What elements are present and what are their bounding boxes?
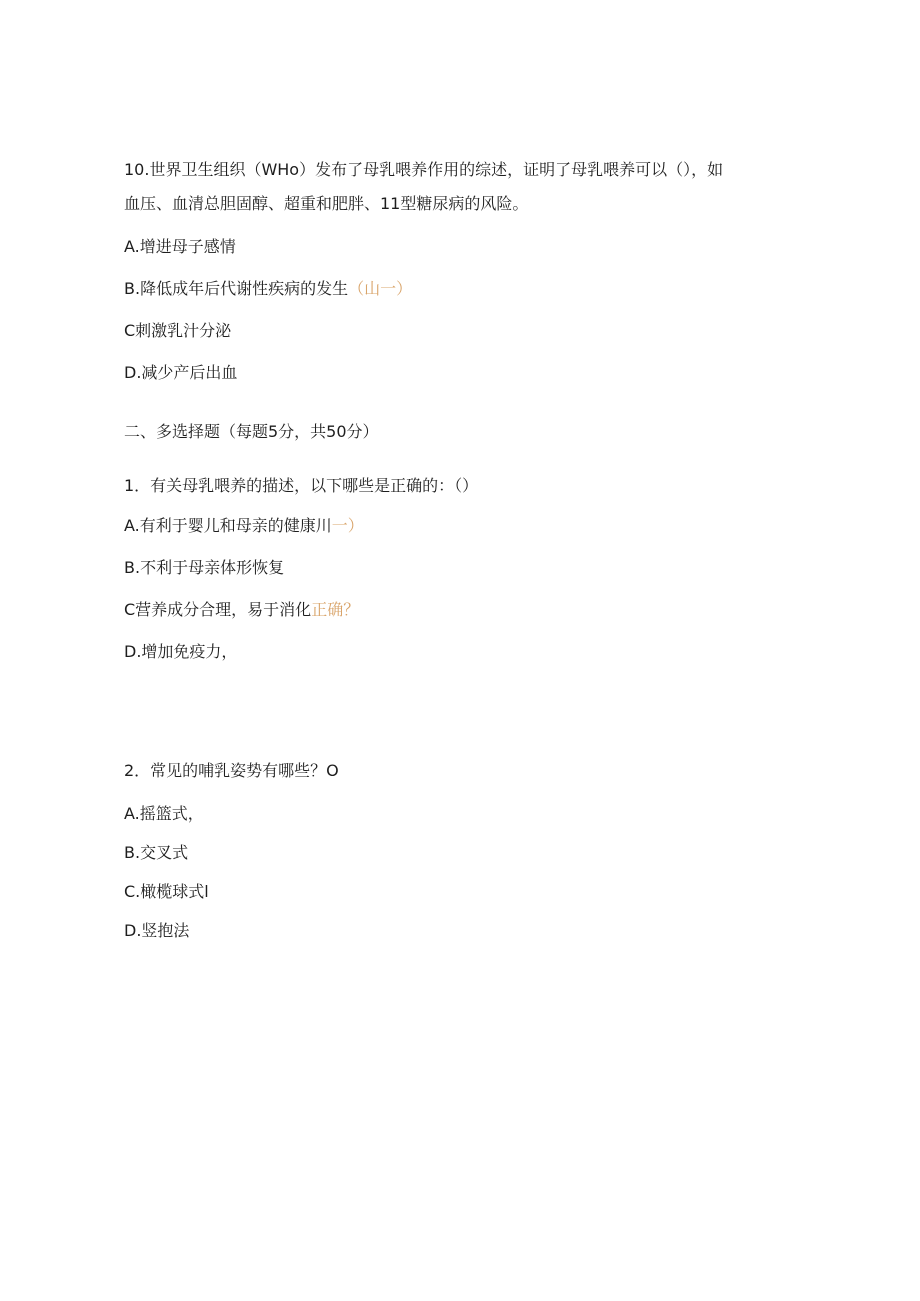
multi-question-1-stem: 1．有关母乳喂养的描述，以下哪些是正确的：（） <box>124 476 479 495</box>
multi-question-1-option-a <box>124 516 364 536</box>
multi-question-1-option-d <box>124 642 237 662</box>
question-10-stem-line1: 10.世界卫生组织（WHo）发布了母乳喂养作用的综述，证明了母乳喂养可以（），如 <box>124 160 724 179</box>
option-text: A.增进母子感情 <box>124 237 236 256</box>
option-text: D.增加免疫力， <box>124 642 238 661</box>
option-annotation: （山一） <box>348 279 413 298</box>
question-10-stem <box>124 153 774 221</box>
option-text: C刺激乳汁分泌 <box>124 321 232 340</box>
multi-question-1-option-b <box>124 558 284 578</box>
option-text: B.降低成年后代谢性疾病的发生 <box>124 279 349 298</box>
section-heading: 二、多选择题（每题5分，共50分） <box>124 422 379 441</box>
question-10-option-d <box>124 363 237 383</box>
multi-question-2-option-c <box>124 882 209 902</box>
question-10-option-a <box>124 237 236 257</box>
option-text: A.摇篮式， <box>124 804 204 823</box>
multi-question-1-option-c <box>124 600 359 620</box>
option-text: C.橄榄球式l <box>124 882 209 901</box>
multi-question-2-option-a <box>124 804 204 824</box>
option-text: C营养成分合理，易于消化 <box>124 600 312 619</box>
question-10-option-b <box>124 279 412 299</box>
option-text: B.交叉式 <box>124 843 189 862</box>
option-text: A.有利于婴儿和母亲的健康川 <box>124 516 332 535</box>
multi-question-2-stem: 2．常见的哺乳姿势有哪些？O <box>124 761 339 780</box>
option-text: B.不利于母亲体形恢复 <box>124 558 285 577</box>
question-10-stem-line2: 血压、血清总胆固醇、超重和肥胖、11型糖尿病的风险。 <box>124 194 529 213</box>
multi-question-2-option-b <box>124 843 188 863</box>
option-text: D.减少产后出血 <box>124 363 238 382</box>
option-annotation: 一） <box>331 516 364 535</box>
question-10-option-c <box>124 321 231 341</box>
multi-question-2-option-d <box>124 921 189 941</box>
option-annotation: 正确？ <box>311 600 360 619</box>
option-text: D.竖抱法 <box>124 921 190 940</box>
